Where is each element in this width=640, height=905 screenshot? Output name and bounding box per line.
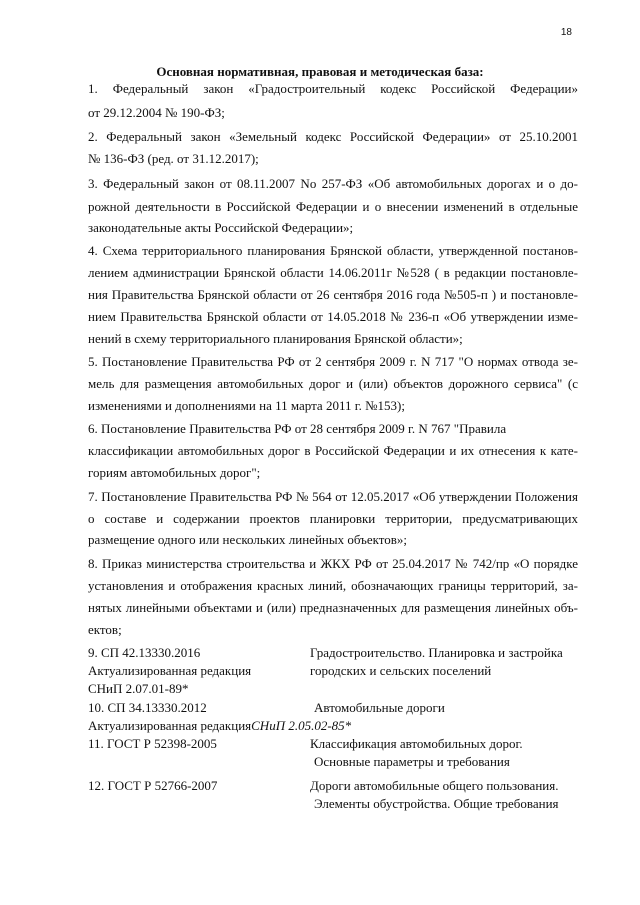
list-item-8-line-3: нятых линейными объектами и (или) предназначенных для размещения линейных объ- bbox=[88, 600, 578, 615]
page-number: 18 bbox=[560, 27, 572, 38]
standard-title: Классификация автомобильных дорог. bbox=[310, 736, 523, 751]
standard-note bbox=[88, 718, 352, 734]
list-item-4-line-3: ния Правительства Брянской области от 26 сентября 2016 года №505-п ) и постановле- bbox=[88, 287, 578, 302]
standard-title: Основные параметры и требования bbox=[314, 754, 510, 769]
list-item-4-line-5: нений в схему территориального планирования Брянской области»; bbox=[88, 331, 463, 346]
list-item-1-line-2: от 29.12.2004 № 190-ФЗ; bbox=[88, 105, 225, 120]
list-item-5-line-1: 5. Постановление Правительства РФ от 2 сентября 2009 г. N 717 "О нормах отвода зе- bbox=[88, 354, 578, 369]
list-item-4-line-1: 4. Схема территориального планирования Брянской области, утвержденной постанов- bbox=[88, 243, 578, 258]
list-item-7-line-2: о составе и содержании проектов планировки территории, предусматривающих bbox=[88, 511, 578, 526]
list-item-6-line-1: 6. Постановление Правительства РФ от 28 сентября 2009 г. N 767 "Правила bbox=[88, 421, 507, 436]
list-item-1-line-1: 1. Федеральный закон «Градостроительный кодекс Российской Федерации» bbox=[88, 81, 578, 96]
standard-code: 9. СП 42.13330.2016 bbox=[88, 645, 201, 660]
list-item-5-line-2: мель для размещения автомобильных дорог и (или) объектов дорожного сервиса" (с bbox=[88, 376, 578, 391]
standard-note: Актуализированная редакция bbox=[88, 663, 252, 678]
standard-title: Дороги автомобильные общего пользования. bbox=[310, 778, 559, 793]
list-item-2-line-1: 2. Федеральный закон «Земельный кодекс Российской Федерации» от 25.10.2001 bbox=[88, 129, 578, 144]
standard-note: СНиП 2.07.01-89* bbox=[88, 681, 189, 696]
standard-title: Градостроительство. Планировка и застройка bbox=[310, 645, 563, 660]
standard-title: Автомобильные дороги bbox=[314, 700, 445, 715]
list-item-8-line-2: установления и отображения красных линий, обозначающих границы территорий, за- bbox=[88, 578, 578, 593]
list-item-6-line-2: классификации автомобильных дорог в Российской Федерации и их отнесения к кате- bbox=[88, 443, 578, 458]
list-item-8-line-1: 8. Приказ министерства строительства и ЖКХ РФ от 25.04.2017 № 742/пр «О порядке bbox=[88, 556, 578, 571]
list-item-7-line-1: 7. Постановление Правительства РФ № 564 от 12.05.2017 «Об утверждении Положения bbox=[88, 489, 578, 504]
list-item-3-line-2: рожной деятельности в Российской Федерации и о внесении изменений в отдельные bbox=[88, 199, 578, 214]
list-item-8-line-4: ектов; bbox=[88, 622, 122, 637]
page-title: Основная нормативная, правовая и методическая база: bbox=[156, 64, 484, 79]
list-item-7-line-3: размещение одного или нескольких линейных объектов»; bbox=[88, 532, 408, 547]
list-item-3-line-3: законодательные акты Российской Федерации»; bbox=[88, 220, 354, 235]
list-item-2-line-2: № 136-ФЗ (ред. от 31.12.2017); bbox=[88, 151, 259, 166]
standard-note-text: Актуализированная редакция bbox=[88, 718, 252, 733]
standard-code: 11. ГОСТ Р 52398-2005 bbox=[88, 736, 217, 751]
list-item-3-line-1: 3. Федеральный закон от 08.11.2007 No 257-ФЗ «Об автомобильных дорогах и о до- bbox=[88, 176, 578, 191]
list-item-5-line-3: изменениями и дополнениями на 11 марта 2011 г. №153); bbox=[88, 398, 405, 413]
standard-title: Элементы обустройства. Общие требования bbox=[314, 796, 559, 811]
list-item-6-line-3: гориям автомобильных дорог"; bbox=[88, 465, 261, 480]
list-item-4-line-4: нием Правительства Брянской области от 14.05.2018 № 236-п «Об утверждении изме- bbox=[88, 309, 578, 324]
standard-code: 10. СП 34.13330.2012 bbox=[88, 700, 207, 715]
standard-title: городских и сельских поселений bbox=[310, 663, 492, 678]
standard-code: 12. ГОСТ Р 52766-2007 bbox=[88, 778, 218, 793]
list-item-4-line-2: лением администрации Брянской области 14.06.2011г №528 ( в редакции постановле- bbox=[88, 265, 578, 280]
standard-note-italic: СНиП 2.05.02-85* bbox=[251, 718, 352, 733]
